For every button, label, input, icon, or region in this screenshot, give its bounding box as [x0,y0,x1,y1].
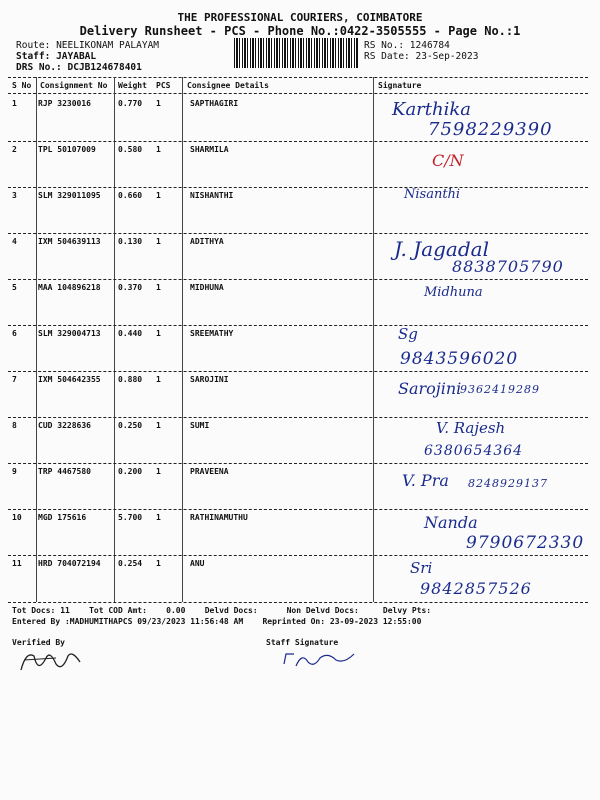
row-consignment-no: CUD 3228636 [38,421,91,430]
row-consignment-no: TRP 4467580 [38,467,91,476]
row-sno: 11 [12,559,22,568]
row-consignment-no: MGD 175616 [38,513,87,522]
rs-date-line: RS Date: 23-Sep-2023 [364,51,479,62]
row-signature-phone: 9362419289 [460,383,540,396]
row-sno: 6 [12,329,17,338]
row-signature: V. Rajesh [436,419,506,437]
route-value: NEELIKONAM PALAYAM [56,40,160,51]
table-row [0,559,600,605]
row-consignment-no: RJP 3230016 [38,99,91,108]
row-divider [8,371,588,372]
table-row [0,145,600,191]
row-consignee: SUMI [190,421,210,430]
row-sno: 8 [12,421,17,430]
row-signature-phone: 8248929137 [468,477,548,490]
row-divider [8,141,588,142]
row-divider [8,555,588,556]
row-signature: Sg [398,325,418,343]
entered-by-line: Entered By :MADHUMITHAPCS 09/23/2023 11:56:48 AM Reprinted On: 23-09-2023 12:55:00 [12,617,422,626]
row-consignee: SAROJINI [190,375,229,384]
rs-no-line: RS No.: 1246784 [364,40,450,51]
staff-signature-label: Staff Signature [266,638,339,647]
row-signature: Midhuna [424,285,483,300]
runsheet-subtitle: Delivery Runsheet - PCS - Phone No.:0422-3505555 - Page No.:1 [79,24,521,38]
col-consignee: Consignee Details [187,81,269,90]
row-pcs: 1 [156,375,161,384]
row-sno: 7 [12,375,17,384]
row-pcs: 1 [156,329,161,338]
col-pcs: PCS [156,81,171,90]
table-row [0,375,600,421]
row-sno: 3 [12,191,17,200]
row-pcs: 1 [156,191,161,200]
row-divider [8,509,588,510]
row-consignee: RATHINAMUTHU [190,513,248,522]
row-consignee: ANU [190,559,205,568]
table-row [0,237,600,283]
row-divider [8,233,588,234]
row-signature: C/N [432,151,464,170]
col-weight: Weight [118,81,147,90]
row-pcs: 1 [156,467,161,476]
row-signature: Sri [410,559,433,577]
row-consignment-no: IXM 504639113 [38,237,101,246]
table-row [0,99,600,145]
row-consignee: ADITHYA [190,237,224,246]
row-weight: 0.130 [118,237,143,246]
tot-docs: 11 [60,606,70,615]
staff-value: JAYABAL [56,51,97,62]
row-consignment-no: SLM 329011095 [38,191,101,200]
row-weight: 0.580 [118,145,143,154]
row-consignee: MIDHUNA [190,283,224,292]
row-consignment-no: IXM 504642355 [38,375,101,384]
row-pcs: 1 [156,237,161,246]
row-consignment-no: TPL 50107009 [38,145,96,154]
row-signature-phone: 6380654364 [424,443,524,459]
tot-cod: 0.00 [166,606,186,615]
row-pcs: 1 [156,513,161,522]
row-divider [8,463,588,464]
table-row [0,325,600,375]
row-signature-phone: 9790672330 [466,533,585,553]
table-top-rule [8,77,588,78]
barcode [234,38,358,68]
col-signature: Signature [378,81,422,90]
drs-value: DCJB124678401 [67,62,142,73]
table-row [0,421,600,467]
route-line: Route: NEELIKONAM PALAYAM [16,40,160,51]
row-divider [8,279,588,280]
row-divider [8,187,588,188]
company-title: THE PROFESSIONAL COURIERS, COIMBATORE [177,11,423,24]
totals-line: Tot Docs: 11 Tot COD Amt: 0.00 Delvd Docs: Non Delvd Docs: Delvy Pts: [12,606,432,615]
row-weight: 0.200 [118,467,143,476]
row-weight: 0.660 [118,191,143,200]
row-consignee: PRAVEENA [190,467,229,476]
row-divider [8,417,588,418]
table-row [0,283,600,329]
verified-by-label: Verified By [12,638,65,647]
row-consignment-no: HRD 704072194 [38,559,101,568]
row-signature-phone: 9842857526 [420,579,532,598]
header-rule [8,93,588,94]
row-weight: 0.370 [118,283,143,292]
drs-line: DRS No.: DCJB124678401 [16,62,142,73]
row-sno: 4 [12,237,17,246]
row-sno: 5 [12,283,17,292]
row-pcs: 1 [156,145,161,154]
row-consignee: SREEMATHY [190,329,234,338]
row-consignee: SAPTHAGIRI [190,99,239,108]
row-pcs: 1 [156,559,161,568]
row-signature: Nanda [424,513,478,532]
row-consignee: NISHANTHI [190,191,234,200]
row-sno: 9 [12,467,17,476]
row-signature-phone: 8838705790 [452,257,564,276]
row-sno: 1 [12,99,17,108]
row-weight: 0.250 [118,421,143,430]
table-row [0,467,600,513]
col-sno: S No [12,81,32,90]
verified-signature [16,646,86,676]
row-signature: V. Pra [402,471,449,490]
row-weight: 5.700 [118,513,143,522]
table-row [0,187,600,237]
staff-signature-mark [280,648,360,670]
row-signature-phone: 7598229390 [428,119,553,140]
row-weight: 0.440 [118,329,143,338]
row-consignment-no: MAA 104896218 [38,283,101,292]
row-signature: Sarojini [398,379,462,398]
row-pcs: 1 [156,421,161,430]
row-consignment-no: SLM 329004713 [38,329,101,338]
row-divider [8,325,588,326]
row-signature: Karthika [392,99,472,120]
row-signature-phone: 9843596020 [400,349,519,369]
table-row [0,513,600,559]
row-weight: 0.880 [118,375,143,384]
staff-line: Staff: JAYABAL [16,51,97,62]
row-signature: J. Jagadal [394,237,489,261]
table-bottom-rule [8,602,588,603]
rs-date-value: 23-Sep-2023 [415,51,479,62]
row-pcs: 1 [156,283,161,292]
row-consignee: SHARMILA [190,145,229,154]
row-weight: 0.254 [118,559,143,568]
rs-no-value: 1246784 [409,40,450,51]
col-consignment: Consignment No [40,81,108,90]
row-signature: Nisanthi [404,187,461,202]
row-sno: 2 [12,145,17,154]
row-pcs: 1 [156,99,161,108]
row-weight: 0.770 [118,99,143,108]
row-sno: 10 [12,513,22,522]
